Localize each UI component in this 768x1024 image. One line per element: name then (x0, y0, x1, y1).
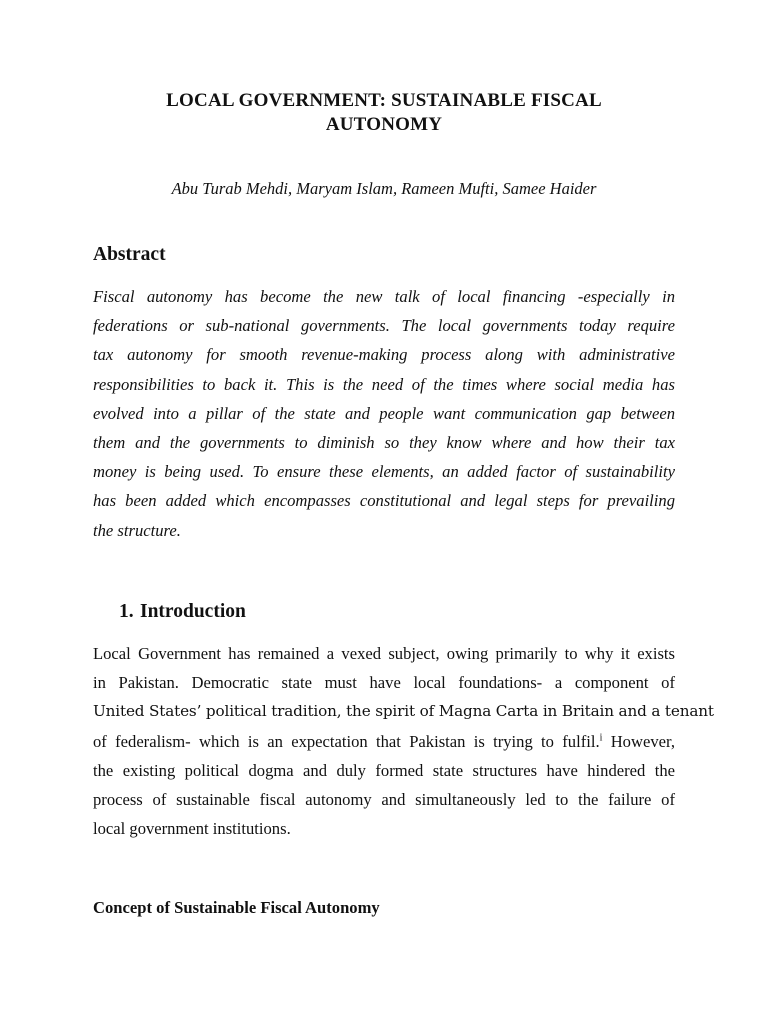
intro-line: the existing political dogma and duly formed state structures have hindered the (93, 760, 675, 780)
abstract-line: the structure. (93, 520, 181, 540)
intro-line: United States’ political tradition, the spirit of Magna Carta in Britain and a tenant (93, 702, 714, 721)
abstract-heading: Abstract (93, 244, 166, 265)
title-line-2: AUTONOMY (325, 114, 443, 135)
intro-line-with-footnote (93, 727, 675, 756)
intro-line-text: of federalism- which is an expectation that Pakistan is trying to fulfil. (93, 731, 600, 751)
intro-line: in Pakistan. Democratic state must have local foundations- a component of (93, 673, 675, 693)
abstract-line: has been added which encompasses constitutional and legal steps for prevailing (93, 491, 675, 511)
intro-line: local government institutions. (93, 819, 291, 839)
intro-line-tail: However, (602, 731, 676, 751)
intro-line: Local Government has remained a vexed subject, owing primarily to why it exists (93, 644, 675, 663)
title-line-1: LOCAL GOVERNMENT: SUSTAINABLE FISCAL (166, 90, 602, 111)
abstract-line: federations or sub-national governments. The local governments today require (93, 316, 675, 336)
page-title (100, 89, 668, 137)
abstract-line: money is being used. To ensure these elements, an added factor of sustainability (93, 462, 675, 482)
introduction-heading (119, 600, 246, 624)
abstract-line: Fiscal autonomy has become the new talk of local financing -especially in (93, 287, 675, 306)
abstract-line: tax autonomy for smooth revenue-making process along with administrative (93, 345, 675, 365)
abstract-text (93, 282, 675, 545)
abstract-line: evolved into a pillar of the state and people want communication gap between (93, 403, 675, 423)
section-number: 1. (119, 601, 134, 622)
concept-heading: Concept of Sustainable Fiscal Autonomy (93, 898, 380, 917)
author-list: Abu Turab Mehdi, Maryam Islam, Rameen Mufti, Samee Haider (171, 179, 597, 198)
introduction-text (93, 639, 714, 843)
section-title: Introduction (140, 601, 246, 622)
intro-line: process of sustainable fiscal autonomy and simultaneously led to the failure of (93, 790, 675, 810)
abstract-line: responsibilities to back it. This is the need of the times where social media has (93, 374, 675, 394)
footnote-marker[interactable]: i (599, 732, 603, 744)
abstract-line: them and the governments to diminish so they know where and how their tax (93, 433, 675, 453)
